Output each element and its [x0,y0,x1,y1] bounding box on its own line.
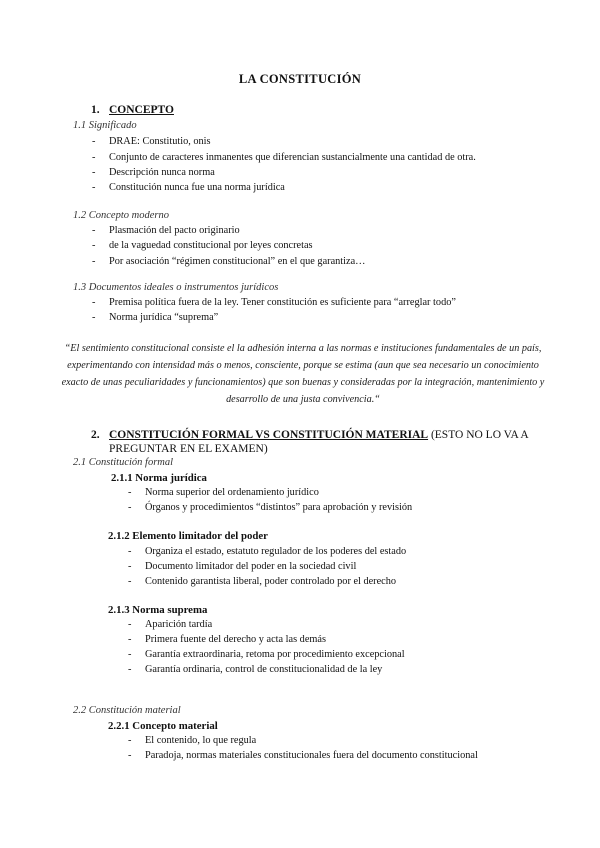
list-item: Conjunto de caracteres inmanentes que diferencian sustancialmente una cantidad de otra. [109,152,476,163]
list-bullet: - [128,750,132,761]
section-2-number: 2. [91,429,100,441]
list-item: DRAE: Constitutio, onis [109,136,211,147]
subsection-2-1-label: 2.1 Constitución formal [73,457,174,468]
page-title: LA CONSTITUCIÓN [238,72,362,86]
list-bullet: - [128,576,132,587]
list-item: Norma superior del ordenamiento jurídico [145,487,319,498]
list-bullet: - [128,664,132,675]
list-bullet: - [128,561,132,572]
subsection-1-2-label: 1.2 Concepto moderno [73,210,169,221]
list-item: Paradoja, normas materiales constitucionales fuera del documento constitucional [145,750,478,761]
block-quote: “El sentimiento constitucional consiste el la adhesión interna a las normas e instituciones fundamentales de un país, experimentando con intensidad más o menos, consciente, porque se estima (aun que sea necesario un conocimiento exacto de unas peculiaridades y funcionamientos) que son buenas y consideradas por la integración, mantenimiento y desarrollo de una justa convivencia.“ [61,343,545,405]
list-item: Premisa política fuera de la ley. Tener constitución es suficiente para “arreglar todo” [109,297,456,308]
list-bullet: - [128,546,132,557]
subsection-2-1-2-title: 2.1.2 Elemento limitador del poder [108,530,268,542]
subsection-2-2-1-title: 2.2.1 Concepto material [108,720,218,732]
list-item: Constitución nunca fue una norma jurídica [109,182,285,193]
subsection-2-1-1-title: 2.1.1 Norma jurídica [111,472,207,484]
list-bullet: - [92,225,96,236]
list-item: Por asociación “régimen constitucional” en el que garantiza… [109,256,366,267]
list-bullet: - [92,136,96,147]
section-2-note-continued: PREGUNTAR EN EL EXAMEN) [109,443,268,455]
section-2-note: (ESTO NO LO VA A [428,429,529,441]
list-bullet: - [128,649,132,660]
list-bullet: - [92,297,96,308]
list-item: Primera fuente del derecho y acta las demás [145,634,326,645]
section-2-heading: CONSTITUCIÓN FORMAL VS CONSTITUCIÓN MATERIAL [109,429,429,441]
list-bullet: - [92,167,96,178]
list-item: Organiza el estado, estatuto regulador de los poderes del estado [145,546,407,557]
list-bullet: - [128,735,132,746]
list-item: Garantía extraordinaria, retoma por procedimiento excepcional [145,649,405,660]
list-item: Aparición tardía [145,619,213,630]
list-item: de la vaguedad constitucional por leyes concretas [109,240,313,251]
section-1-number: 1. [91,104,100,116]
list-bullet: - [92,312,96,323]
list-bullet: - [92,256,96,267]
list-bullet: - [92,240,96,251]
list-item: El contenido, lo que regula [145,735,257,746]
list-bullet: - [128,619,132,630]
subsection-2-2-label: 2.2 Constitución material [73,705,181,716]
list-item: Documento limitador del poder en la sociedad civil [145,561,357,572]
list-item: Órganos y procedimientos “distintos” para aprobación y revisión [145,502,413,513]
subsection-2-1-3-title: 2.1.3 Norma suprema [108,604,208,616]
list-item: Plasmación del pacto originario [109,225,240,236]
list-bullet: - [128,502,132,513]
list-item: Contenido garantista liberal, poder controlado por el derecho [145,576,397,587]
section-2-heading-line [109,429,529,441]
list-item: Garantía ordinaria, control de constitucionalidad de la ley [145,664,383,675]
subsection-1-3-label: 1.3 Documentos ideales o instrumentos jurídicos [73,282,279,293]
subsection-1-1-label: 1.1 Significado [73,120,137,131]
list-item: Descripción nunca norma [109,167,215,178]
list-bullet: - [128,634,132,645]
list-item: Norma jurídica “suprema” [109,312,219,323]
list-bullet: - [92,152,96,163]
list-bullet: - [128,487,132,498]
section-1-heading: CONCEPTO [109,104,174,116]
list-bullet: - [92,182,96,193]
